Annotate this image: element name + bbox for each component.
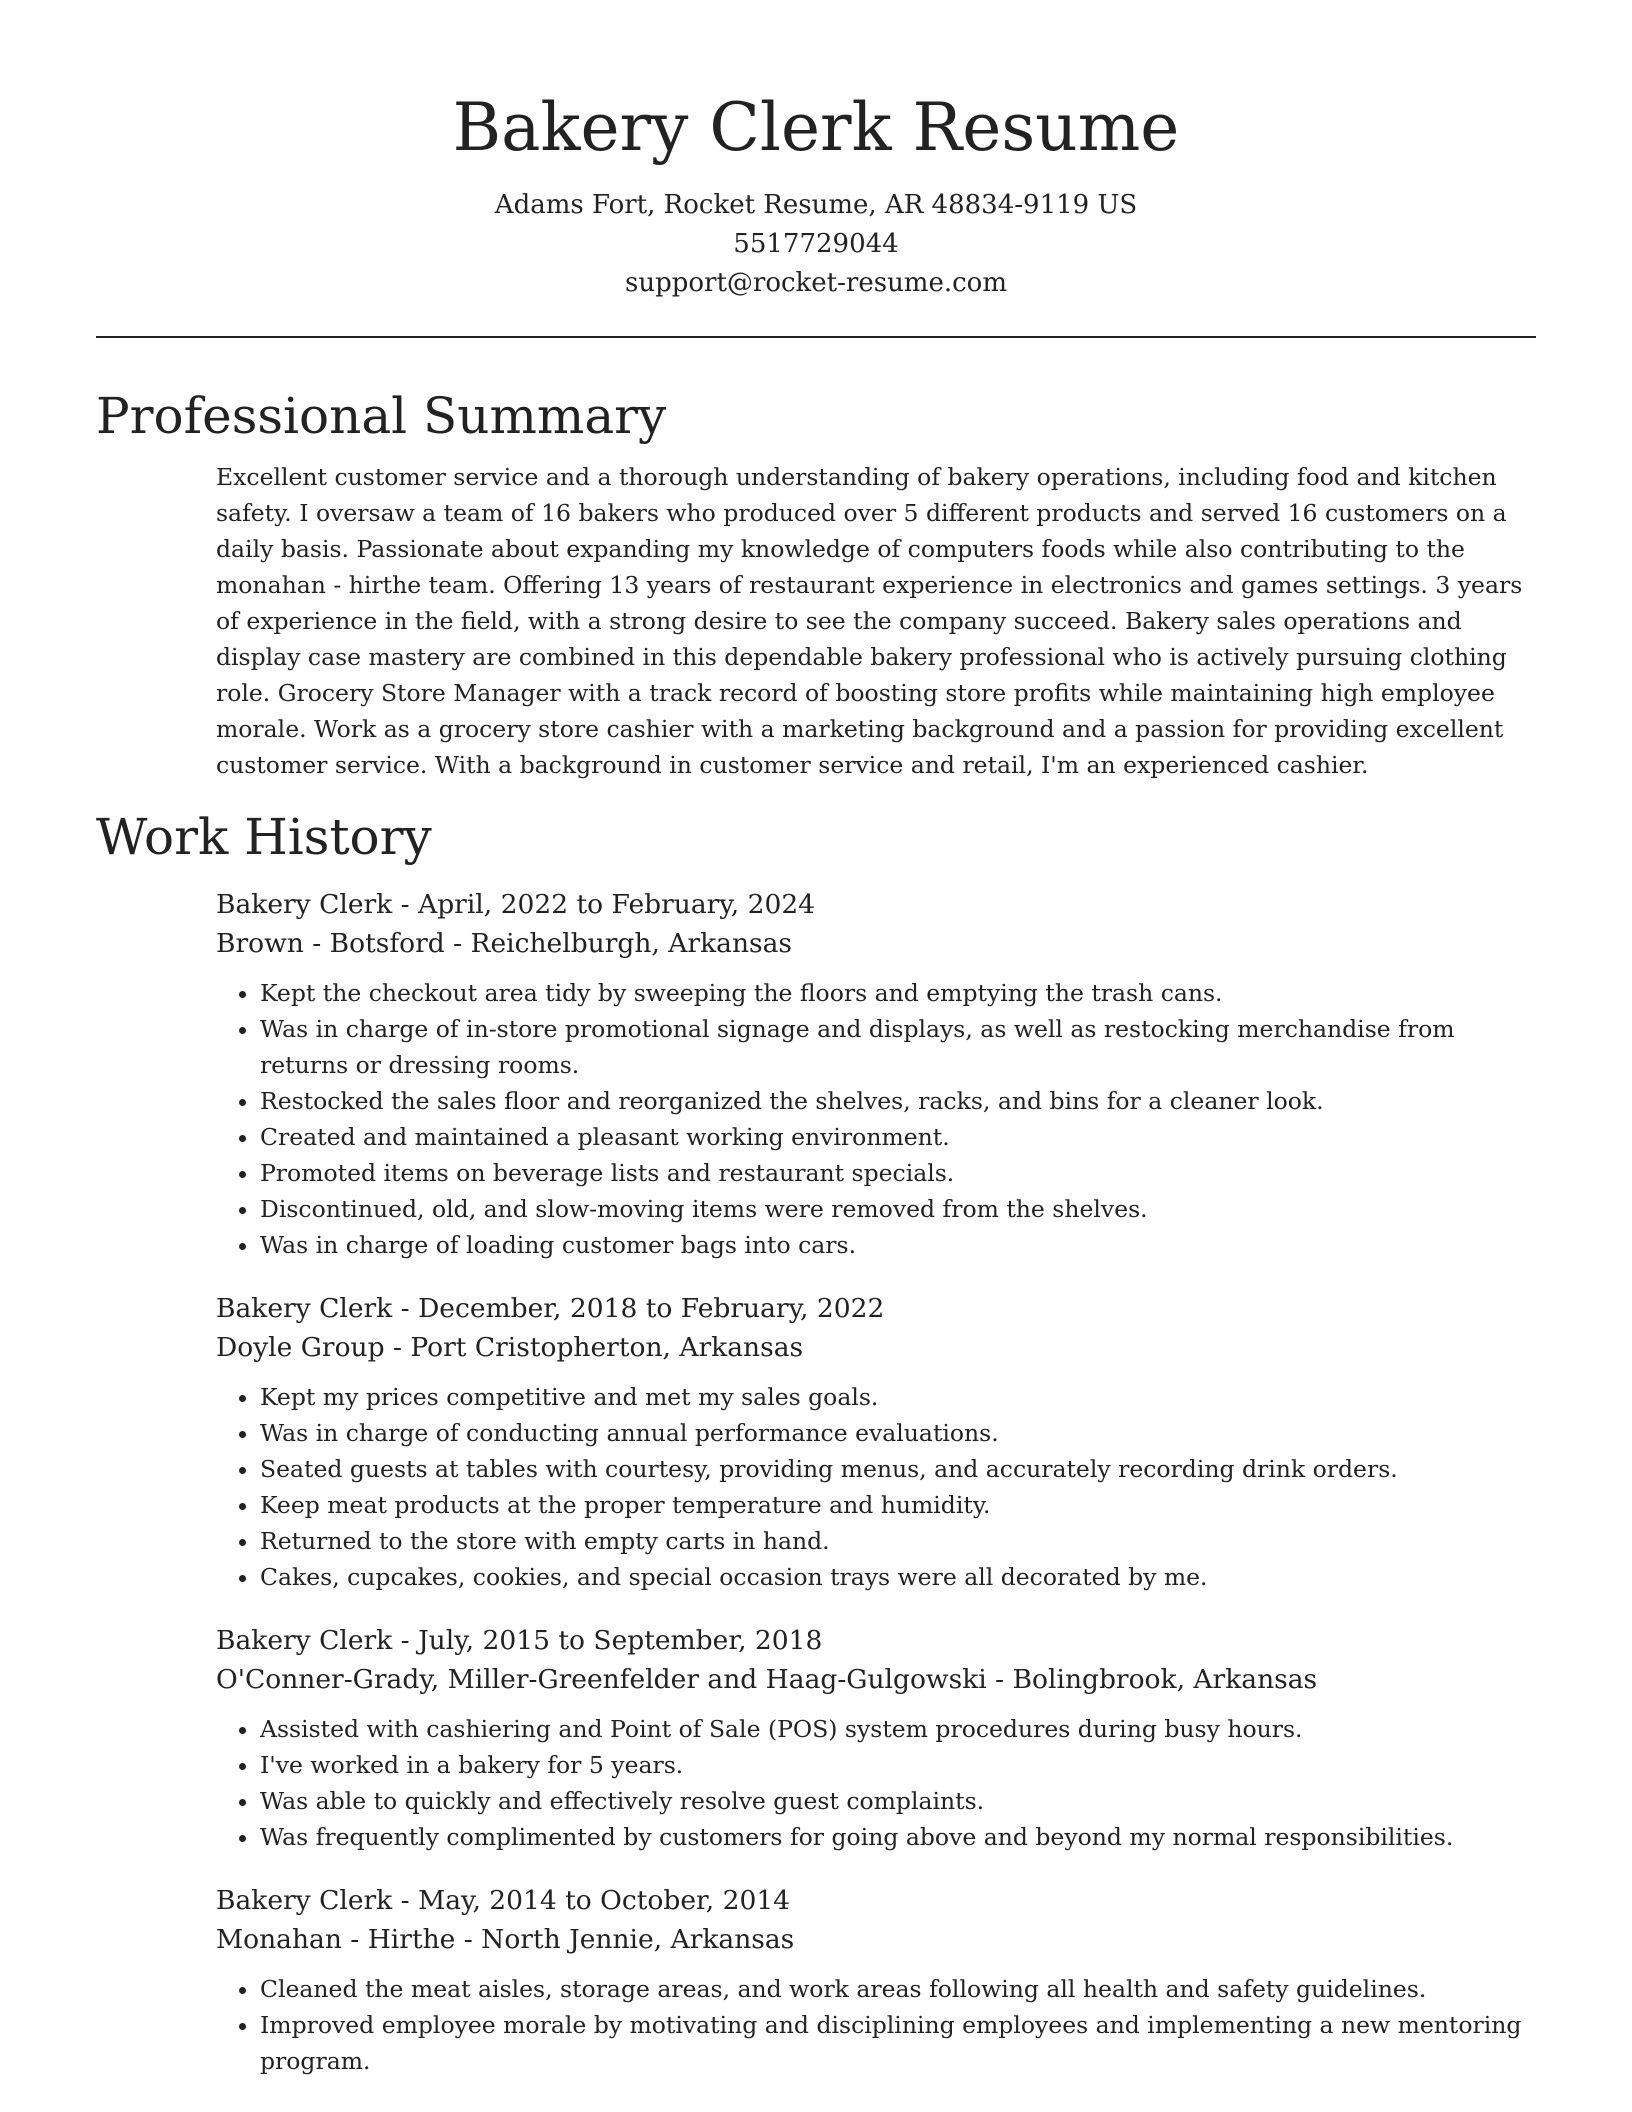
job-bullet: • Cleaned the meat aisles, storage areas, and work areas following all health and safety guidelines. [260, 1971, 1536, 2007]
job-company-line [216, 1660, 1536, 1699]
job-bullet: • Restocked the sales floor and reorganized the shelves, racks, and bins for a cleaner look. [260, 1083, 1536, 1119]
job-entry [216, 885, 1536, 1263]
job-company: Brown - Botsford [216, 928, 445, 959]
job-bullet: • Assisted with cashiering and Point of Sale (POS) system procedures during busy hours. [260, 1711, 1536, 1747]
job-bullet: • Was frequently complimented by customers for going above and beyond my normal responsibilities. [260, 1819, 1536, 1855]
job-bullets [216, 975, 1536, 1263]
header-divider [96, 336, 1536, 338]
separator: - [986, 1664, 1013, 1695]
job-bullet: • Kept my prices competitive and met my sales goals. [260, 1379, 1536, 1415]
separator: - [392, 1885, 419, 1916]
separator: - [384, 1332, 411, 1363]
contact-email: support@rocket-resume.com [624, 268, 1007, 298]
job-company-line [216, 1920, 1536, 1959]
job-entry [216, 1881, 1536, 2079]
job-title-line [216, 1289, 1536, 1328]
contact-info [96, 186, 1536, 303]
job-dates: December, 2018 to February, 2022 [418, 1293, 885, 1324]
separator: - [444, 928, 471, 959]
job-bullet: • Created and maintained a pleasant working environment. [260, 1119, 1536, 1155]
job-title-line [216, 885, 1536, 924]
job-title: Bakery Clerk [216, 889, 393, 920]
summary-heading: Professional Summary [96, 387, 667, 445]
job-bullet: • Keep meat products at the proper temperature and humidity. [260, 1487, 1536, 1523]
job-bullets [216, 1711, 1536, 1855]
job-location: Port Cristopherton, Arkansas [410, 1332, 804, 1363]
job-bullet: • Was in charge of conducting annual performance evaluations. [260, 1415, 1536, 1451]
resume-title: Bakery Clerk Resume [452, 89, 1180, 166]
job-dates: July, 2015 to September, 2018 [418, 1625, 823, 1656]
contact-address: Adams Fort, Rocket Resume, AR 48834-9119 US [494, 190, 1138, 220]
job-bullet: • Was in charge of in-store promotional signage and displays, as well as restocking merchandise from returns or dressing rooms. [260, 1011, 1536, 1083]
work-history-heading: Work History [96, 808, 432, 866]
separator: - [455, 1924, 482, 1955]
job-bullet: • I've worked in a bakery for 5 years. [260, 1747, 1536, 1783]
job-bullets [216, 1971, 1536, 2079]
job-location: Bolingbrook, Arkansas [1012, 1664, 1318, 1695]
summary-text: Excellent customer service and a thorough understanding of bakery operations, including food and kitchen safety. I oversaw a team of 16 bakers who produced over 5 different products and served 16 customers on a daily basis. Passionate about expanding my knowledge of computers foods while also contributing to the monahan - hirthe team. Offering 13 years of restaurant experience in electronics and games settings. 3 years of experience in the field, with a strong desire to see the company succeed. Bakery sales operations and display case mastery are combined in this dependable bakery professional who is actively pursuing clothing role. Grocery Store Manager with a track record of boosting store profits while maintaining high employee morale. Work as a grocery store cashier with a marketing background and a passion for providing excellent customer service. With a background in customer service and retail, I'm an experienced cashier. [216, 463, 1523, 779]
job-company: Doyle Group [216, 1332, 385, 1363]
job-company-line [216, 924, 1536, 963]
job-location: North Jennie, Arkansas [481, 1924, 795, 1955]
job-location: Reichelburgh, Arkansas [470, 928, 793, 959]
job-title-line [216, 1621, 1536, 1660]
job-dates: April, 2022 to February, 2024 [418, 889, 816, 920]
job-bullet: • Promoted items on beverage lists and restaurant specials. [260, 1155, 1536, 1191]
job-bullet: • Cakes, cupcakes, cookies, and special occasion trays were all decorated by me. [260, 1559, 1536, 1595]
job-company-line [216, 1328, 1536, 1367]
separator: - [392, 889, 419, 920]
job-title: Bakery Clerk [216, 1625, 393, 1656]
job-bullets [216, 1379, 1536, 1595]
separator: - [392, 1293, 419, 1324]
separator: - [392, 1625, 419, 1656]
job-bullet: • Seated guests at tables with courtesy, providing menus, and accurately recording drink orders. [260, 1451, 1536, 1487]
resume-header [96, 0, 1536, 303]
job-bullet: • Returned to the store with empty carts in hand. [260, 1523, 1536, 1559]
job-bullet: • Was in charge of loading customer bags into cars. [260, 1227, 1536, 1263]
resume-page [96, 0, 1536, 2079]
job-company: Monahan - Hirthe [216, 1924, 456, 1955]
job-bullet: • Was able to quickly and effectively resolve guest complaints. [260, 1783, 1536, 1819]
job-bullet: • Kept the checkout area tidy by sweeping the floors and emptying the trash cans. [260, 975, 1536, 1011]
job-title: Bakery Clerk [216, 1293, 393, 1324]
job-company: O'Conner-Grady, Miller-Greenfelder and Haag-Gulgowski [216, 1664, 987, 1695]
job-title: Bakery Clerk [216, 1885, 393, 1916]
contact-phone: 5517729044 [733, 229, 899, 259]
summary-section [96, 383, 1536, 783]
job-title-line [216, 1881, 1536, 1920]
job-bullet: • Improved employee morale by motivating and disciplining employees and implementing a new mentoring program. [260, 2007, 1536, 2079]
job-bullet: • Discontinued, old, and slow-moving items were removed from the shelves. [260, 1191, 1536, 1227]
work-history-section [96, 804, 1536, 2079]
job-entry [216, 1621, 1536, 1855]
job-entry [216, 1289, 1536, 1595]
job-dates: May, 2014 to October, 2014 [418, 1885, 791, 1916]
